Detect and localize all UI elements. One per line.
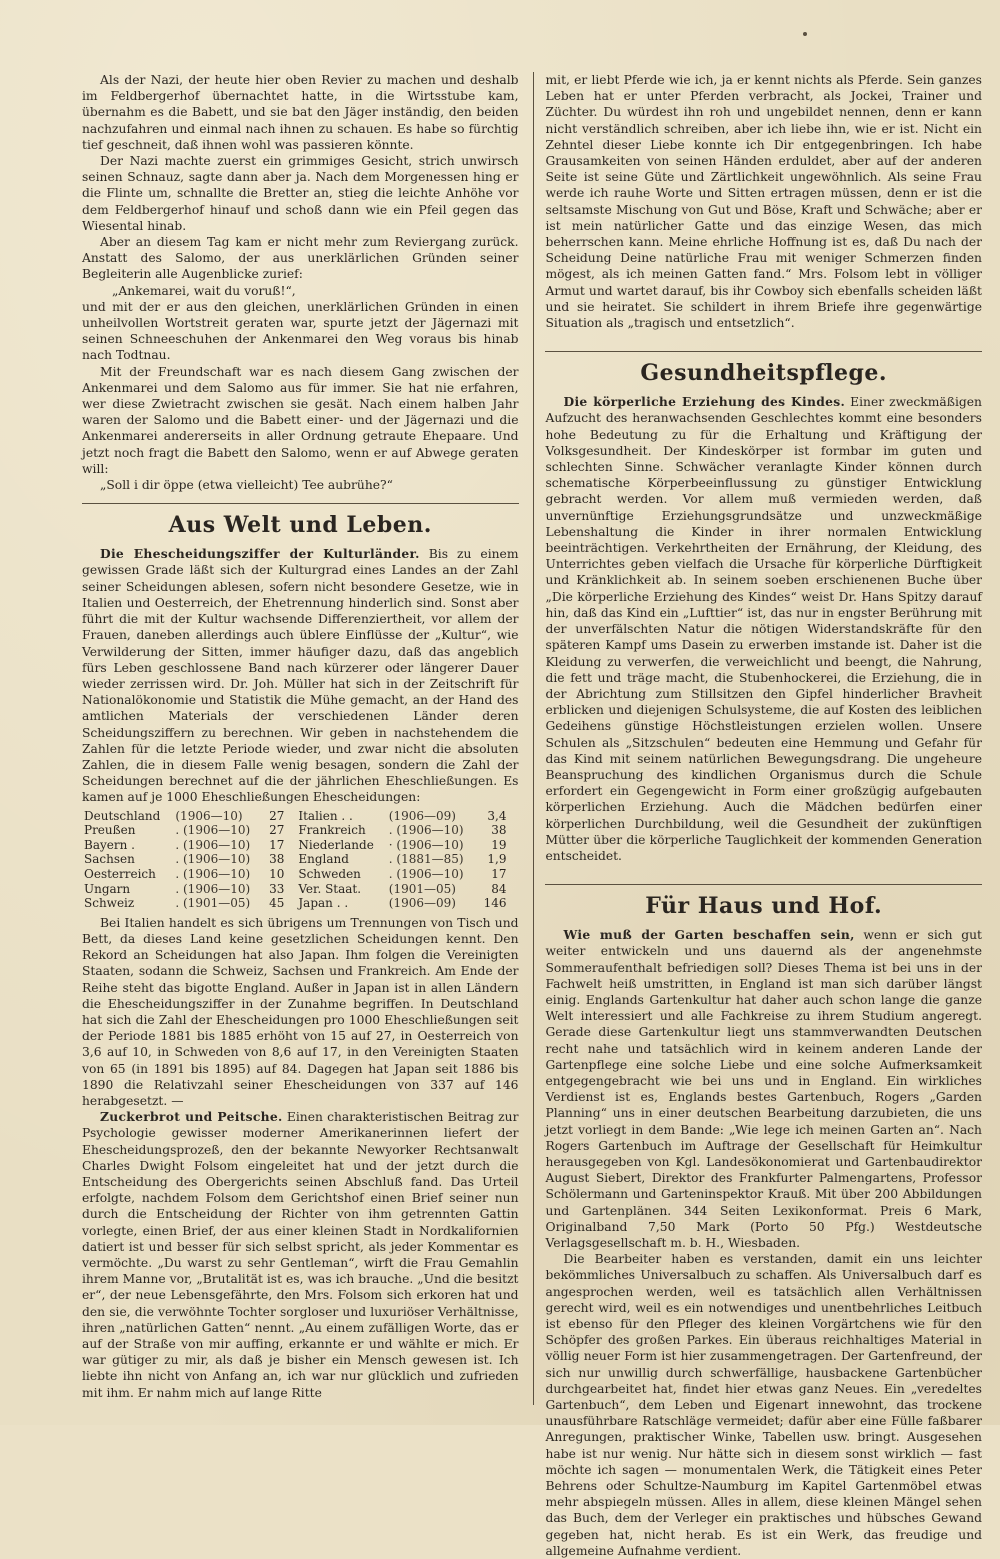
value-left: 27 xyxy=(269,823,285,838)
story-paragraph-2: Der Nazi machte zuerst ein grimmiges Gesicht, strich unwirsch seinen Schnauz, sagte dann aber ja. Nach dem Morgenessen hing er die Flinte um, schnallte die Bretter an, stieg die leichte Anhöhe vor dem Feldbergerhof hinauf und schoß dann wie ein Pfeil gegen das Wiesental hinab. xyxy=(82,154,519,233)
table-row xyxy=(82,896,519,911)
story-quote-1: „Ankemarei, wait du voruß!“, xyxy=(112,283,296,298)
table-row xyxy=(82,867,519,882)
country-left: Sachsen xyxy=(84,852,135,867)
story-paragraph-5: Mit der Freundschaft war es nach diesem Gang zwischen der Ankenmarei und dem Salomo aus für immer. Sie hat nie erfahren, wer diese Zwietracht zwischen sie gesät. Nach einem halben Jahr waren der Salomo und die Babett einer- und der Jägernazi und die Ankenmarei andererseits in aller Ordnung getraute Ehepaare. Und jetzt noch fragt die Babett den Salomo, wenn er auf Abwege geraten will: xyxy=(82,364,519,476)
divorce-article-conclusion: Bei Italien handelt es sich übrigens um Trennungen von Tisch und Bett, da dieses Land keine gesetzlichen Scheidungen kennt. Den Rekord an Scheidungen hat also Japan. Ihm folgen die Vereinigten Staaten, sodann die Schweiz, Sachsen und Frankreich. Am Ende der Reihe steht das bigotte England. Außer in Japan ist in allen Ländern die Ehescheidungsziffer in der Zunahme begriffen. In Deutschland hat sich die Zahl der Ehescheidungen pro 1000 Eheschließungen seit der Periode 1881 bis 1885 erhöht von 15 auf 27, in Oesterreich von 3,6 auf 10, in Schweden von 8,6 auf 17, in den Vereinigten Staaten von 65 (in 1891 bis 1895) auf 84. Dagegen hat Japan seit 1886 bis 1890 die Relativzahl seiner Ehescheidungen von 337 auf 146 herabgesetzt. — xyxy=(82,915,519,1108)
child-education-article xyxy=(545,394,982,864)
value-right: 3,4 xyxy=(487,808,507,823)
table-row xyxy=(82,882,519,897)
period-left: (1906—10) xyxy=(175,808,243,823)
period-left: . (1906—10) xyxy=(175,852,251,867)
country-right: Japan . . xyxy=(298,896,349,911)
period-left: . (1901—05) xyxy=(175,896,251,911)
table-row xyxy=(82,823,519,838)
country-right: Schweden xyxy=(298,866,361,881)
story-paragraph-4: und mit der er aus den gleichen, unerklärlichen Gründen in einen unheilvollen Wortstreit geraten war, spurte jetzt der Jägernazi mit seinen Schneeschuhen der Ankenmarei den Weg voraus bis hinab nach Todtnau. xyxy=(82,299,519,363)
period-left: . (1906—10) xyxy=(175,881,251,896)
print-speck xyxy=(803,32,807,36)
table-row xyxy=(82,852,519,867)
value-right: 19 xyxy=(491,837,507,852)
child-education-text: Einer zweckmäßigen Aufzucht des heranwachsenden Geschlechtes kommt eine besonders hohe Bedeutung zu für die Erhaltung und Kräftigung der Volksgesundheit. Der Kindeskörper ist formbar im guten und schlechten Sinne. Schwächer veranlagte Kinder können durch schematische Körperbeeinflussung zu günstiger Entwicklung gebracht werden. Vor allem muß vermieden werden, daß unvernünftige Erziehungsgrundsätze und unzweckmäßige Lebenshaltung die Kinder in ihrer normalen Entwicklung beeinträchtigen. Verkehrtheiten der Ernährung, der Kleidung, des Unterrichtes geben vielfach die Ursache für körperliche Dürftigkeit und Kränklichkeit ab. In seinem soeben erschienenen Buche über „Die körperliche Erziehung des Kindes“ weist Dr. Hans Spitzy darauf hin, daß das Kind ein „Lufttier“ ist, das nur in engster Berührung mit der unverfälschten Natur die nötigen Widerstandskräfte für den späteren Kampf ums Dasein zu erwerben imstande ist. Daher ist die Kleidung zu verwerfen, die verweichlicht und beengt, die Nahrung, die fett und träge macht, die Stubenhockerei, die Erziehung, die in der Abrichtung zum Stillsitzen den Gipfel hinderlicher Bravheit erblicken und diejenigen Schulsysteme, die auf Kosten des leiblichen Gedeihens günstige Höchstleistungen erzielen wollen. Unsere Schulen als „Sitzschulen“ bedeuten eine Hemmung und Gefahr für das Kind mit seinem natürlichen Bewegungsdrang. Die ungeheure Beanspruchung des kindlichen Organismus durch die Schule erfordert ein Gegengewicht in Form einer großzügig aufgebauten körperlichen Erziehung. Auch die Mädchen bedürfen einer körperlichen Durchbildung, weil die Gesundheit der zukünftigen Mütter über die körperliche Tauglichkeit der kommenden Generation entscheidet. xyxy=(545,395,982,863)
divorce-article-headline: Die Ehescheidungsziffer der Kulturländer. xyxy=(100,546,420,562)
value-left: 45 xyxy=(269,896,285,911)
period-left: . (1906—10) xyxy=(175,866,251,881)
period-right: (1906—09) xyxy=(388,896,456,911)
period-right: . (1906—10) xyxy=(388,823,464,838)
period-right: (1901—05) xyxy=(388,881,456,896)
story-paragraph-3: Aber an diesem Tag kam er nicht mehr zum Reviergang zurück. Anstatt des Salomo, der aus unerklärlichen Gründen seiner Begleiterin alle Augenblicke zurief: xyxy=(82,235,519,282)
country-right: Niederlande xyxy=(298,837,374,852)
garden-article-headline: Wie muß der Garten beschaffen sein, xyxy=(563,927,855,943)
country-left: Oesterreich xyxy=(84,866,156,881)
value-right: 84 xyxy=(491,881,507,896)
country-left: Schweiz xyxy=(84,896,135,911)
period-left: . (1906—10) xyxy=(175,823,251,838)
child-education-headline: Die körperliche Erziehung des Kindes. xyxy=(563,394,846,410)
value-left: 10 xyxy=(269,866,285,881)
garden-article-text: wenn er sich gut weiter entwickeln und uns dauernd als der angenehmste Sommeraufenthalt befriedigen soll? Dieses Thema ist bei uns in der Fachwelt heiß umstritten, in England ist man sich darüber längst einig. Englands Gartenkultur hat daher auch schon lange die ganze Welt interessiert und alle Fachkreise zu ihrem Studium angeregt. Gerade diese Gartenkultur liegt uns stammverwandten Deutschen recht nahe und tatsächlich wird in keinem anderen Lande der Gartenpflege eine solche Liebe und eine solche Aufmerksamkeit entgegengebracht wie bei uns und in England. Ein wirkliches Verdienst ist es, Englands bestes Gartenbuch, Rogers „Garden Planning“ uns in einer deutschen Bearbeitung darzubieten, die uns jetzt vorliegt in dem Bande: „Wie lege ich meinen Garten an“. Nach Rogers Gartenbuch im Auftrage der Gesellschaft für Heimkultur herausgegeben von Kgl. Landesökonomierat und Gartenbaudirektor August Siebert, Direktor des Frankfurter Palmengartens, Professor Schölermann und Garteninspektor Krauß. Mit über 200 Abbildungen und Gartenplänen. 344 Seiten Lexikonformat. Preis 6 Mark, Originalband 7,50 Mark (Porto 50 Pfg.) Westdeutsche Verlagsgesellschaft m. b. H., Wiesbaden. xyxy=(545,928,982,1250)
table-row xyxy=(82,809,519,824)
value-left: 17 xyxy=(269,837,285,852)
country-right: Italien . . xyxy=(298,808,353,823)
value-right: 1,9 xyxy=(487,852,507,867)
divorce-article-intro xyxy=(82,546,519,805)
value-left: 33 xyxy=(269,881,285,896)
right-column xyxy=(541,72,982,1558)
period-right: . (1906—10) xyxy=(388,866,464,881)
garden-article xyxy=(545,927,982,1251)
column-layout xyxy=(82,72,982,1558)
section-title-haus-und-hof: Für Haus und Hof. xyxy=(545,884,982,919)
folsom-article-text: Einen charakteristischen Beitrag zur Psychologie gewisser moderner Amerikanerinnen liefert der Ehescheidungsprozeß, den der bekannte Newyorker Rechtsanwalt Charles Dwight Folsom eingeleitet hat und der jetzt durch die Entscheidung des Obergerichts seinen Abschluß fand. Das Urteil erfolgte, nachdem Folsom dem Gerichtshof einen Brief seiner nun durch die Entscheidung der Richter von ihm getrennten Gattin vorlegte, einen Brief, der aus einer kleinen Stadt in Nordkalifornien datiert ist und besser für sich selbst spricht, als jeder Kommentar es vermöchte. „Du warst zu sehr Gentleman“, wirft die Frau Gemahlin ihrem Manne vor, „Brutalität ist es, was ich brauche. „Und die besitzt er“, der neue Lebensgefährte, den Mrs. Folsom sich erkoren hat und den sie, die verwöhnte Tochter sorgloser und luxuriöser Verhältnisse, ihren „natürlichen Gatten“ nennt. „Au einem zufälligen Worte, das er auf der Straße von mir auffing, erkannte er und wählte er mich. Er war gütiger zu mir, als daß je bisher ein Mensch gewesen ist. Ich liebte ihn nicht von Anfang an, ich war nur glücklich und zufrieden mit ihm. Er nahm mich auf lange Ritte xyxy=(82,1110,519,1400)
country-right: England xyxy=(298,852,349,867)
value-right: 38 xyxy=(491,823,507,838)
period-right: · (1906—10) xyxy=(388,837,464,852)
table-row xyxy=(82,838,519,853)
period-right: (1906—09) xyxy=(388,808,456,823)
country-right: Frankreich xyxy=(298,823,366,838)
folsom-article-continued: mit, er liebt Pferde wie ich, ja er kennt nichts als Pferde. Sein ganzes Leben hat er unter Pferden verbracht, als Jockei, Trainer und Züchter. Du würdest ihn roh und ungebildet nennen, denn er kann nicht verständlich schreiben, aber ich liebe ihn, wie er ist. Nicht ein Zehntel dieser Liebe konnte ich Dir entgegenbringen. Ich habe Grausamkeiten von seinen Händen erduldet, aber auf der anderen Seite ist seine Güte und Zärtlichkeit ungewöhnlich. Als seine Frau werde ich rauhe Worte und Sitten ertragen müssen, denn er ist die seltsamste Mischung von Gut und Böse, Kraft und Schwäche; aber er ist mein natürlicher Gatte und das einzige Wesen, das mich beherrschen kann. Meine ehrliche Hoffnung ist es, daß Du nach der Scheidung Deine natürliche Frau mit weniger Schmerzen finden mögest, als ich meinen Gatten fand.“ Mrs. Folsom lebt in völliger Armut und wartet darauf, bis ihr Cowboy sich ebenfalls scheiden läßt und sie heiratet. Sie schildert in ihrem Briefe ihre gegenwärtige Situation als „tragisch und entsetzlich“. xyxy=(545,73,982,331)
story-paragraph-1: Als der Nazi, der heute hier oben Revier zu machen und deshalb im Feldbergerhof übernachtet hatte, in die Wirtsstube kam, übernahm es die Babett, und sie bat den Jäger inständig, den beiden nachzufahren und einmal nach ihnen zu schauen. Es habe so fürchtig tief geschneit, daß ihnen wohl was passieren könnte. xyxy=(82,73,519,152)
section-title-gesundheitspflege: Gesundheitspflege. xyxy=(545,351,982,386)
value-left: 27 xyxy=(269,808,285,823)
story-quote-2: „Soll i dir öppe (etwa vielleicht) Tee aubrühe?“ xyxy=(100,478,393,493)
divorce-statistics-table xyxy=(82,809,519,911)
country-left: Ungarn xyxy=(84,881,131,896)
value-left: 38 xyxy=(269,852,285,867)
left-column xyxy=(82,72,525,1405)
value-right: 17 xyxy=(491,866,507,881)
divorce-article-text: Bis zu einem gewissen Grade läßt sich der Kulturgrad eines Landes an der Zahl seiner Scheidungen ablesen, sofern nicht besondere Gesetze, wie in Italien und Oesterreich, der Ehetrennung hinderlich sind. Sonst aber führt die mit der Kultur wachsende Differenziertheit, vor allem der Frauen, daneben allerdings auch üblere Einflüsse der „Kultur“, wie Verwilderung der Sitten, immer häufiger dazu, daß das angeblich fürs Leben geschlossene Band nach kürzerer oder längerer Dauer wieder zerrissen wird. Dr. Joh. Müller hat sich in der Zeitschrift für Nationalökonomie und Statistik die Mühe gemacht, an der Hand des amtlichen Materials der verschiedenen Länder deren Scheidungsziffern zu berechnen. Wir geben in nachstehendem die Zahlen für die letzte Periode wieder, und zwar nicht die absoluten Zahlen, die in diesem Falle wenig besagen, sondern die Zahl der Scheidungen berechnet auf die der jährlichen Eheschließungen. Es kamen auf je 1000 Eheschließungen Ehescheidungen: xyxy=(82,547,519,805)
country-left: Bayern . xyxy=(84,837,135,852)
column-divider xyxy=(533,72,534,1405)
folsom-article xyxy=(82,1109,519,1401)
period-left: . (1906—10) xyxy=(175,837,251,852)
period-right: . (1881—85) xyxy=(388,852,464,867)
value-right: 146 xyxy=(483,896,507,911)
section-title-welt-und-leben: Aus Welt und Leben. xyxy=(82,503,519,538)
country-right: Ver. Staat. xyxy=(298,881,362,896)
garden-article-review: Die Bearbeiter haben es verstanden, damit ein uns leichter bekömmliches Universalbuch zu schaffen. Als Universalbuch darf es angesprochen werden, weil es tatsächlich allen Verhältnissen gerecht wird, weil es ein notwendiges und unentbehrliches Leitbuch ist ebenso für den Pfleger des kleinen Vorgärtchens wie für den Schöpfer des großen Parkes. Ein überaus reichhaltiges Material in völlig neuer Form ist hier zusammengetragen. Der Gartenfreund, der sich nur unwillig durch schwerfällige, hausbackene Gartenbücher durchgearbeitet hat, findet hier etwas ganz Neues. Ein „veredeltes Gartenbuch“, dem Leben und Eigenart innewohnt, das trockene unausführbare Ratschläge vermeidet; dafür aber eine Fülle faßbarer Anregungen, praktischer Winke, Tabellen usw. bringt. Ausgesehen habe ist nur wenig. Nur hätte sich in diesem sonst wirklich — fast möchte ich sagen — monumentalen Werk, die Tätigkeit eines Peter Behrens oder Schultze-Naumburg im Kapitel Gartenmöbel etwas mehr abspiegeln müssen. Alles in allem, diese kleinen Mängel sehen das Buch, dem der Verleger ein praktisches und hübsches Gewand gegeben hat, nicht herab. Es ist ein Werk, das freudige und allgemeine Aufnahme verdient. xyxy=(545,1252,982,1558)
folsom-article-headline: Zuckerbrot und Peitsche. xyxy=(100,1109,283,1125)
country-left: Preußen xyxy=(84,823,136,838)
country-left: Deutschland xyxy=(84,808,161,823)
